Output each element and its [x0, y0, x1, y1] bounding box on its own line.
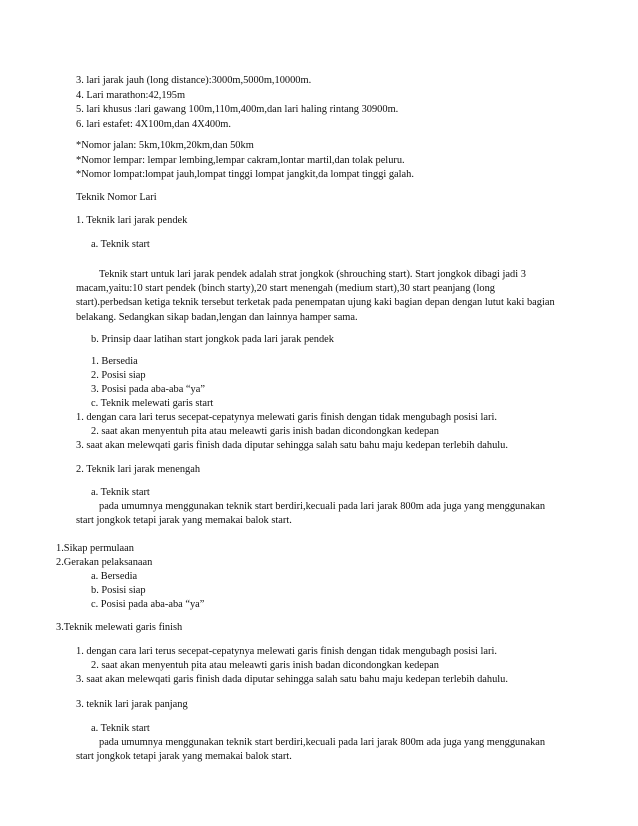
list-item: 2. saat akan menyentuh pita atau meleawti garis inish badan dicondongkan kedepan [91, 426, 439, 437]
paragraph-line: pada umumnya menggunakan teknik start berdiri,kecuali pada lari jarak 800m ada juga yang menggunakan [99, 737, 546, 748]
paragraph-line: start).perbedsan ketiga teknik tersebut terketak pada penempatan ujung kaki bagian depan dengan lutut kaki bagian [76, 297, 555, 308]
sub-item: a. Teknik start [91, 239, 150, 250]
list-item: 2.Gerakan pelaksanaan [56, 557, 153, 568]
list-item: 6. lari estafet: 4X100m,dan 4X400m. [76, 119, 231, 130]
subsection-heading: 2. Teknik lari jarak menengah [76, 464, 201, 475]
list-item: 2. Posisi siap [91, 370, 146, 381]
paragraph-line: start jongkok tetapi jarak yang memakai balok start. [76, 515, 292, 526]
sub-item: a. Teknik start [91, 487, 150, 498]
sub-item: b. Prinsip daar latihan start jongkok pada lari jarak pendek [91, 334, 334, 345]
list-item: *Nomor jalan: 5km,10km,20km,dan 50km [76, 140, 254, 151]
section-heading: 3.Teknik melewati garis finish [56, 622, 183, 633]
list-item: 3. saat akan melewqati garis finish dada diputar sehingga salah satu bahu maju kedepan terlebih dahulu. [76, 440, 508, 451]
sub-item: a. Teknik start [91, 723, 150, 734]
paragraph-line: Teknik start untuk lari jarak pendek adalah strat jongkok (shrouching start). Start jongkok dibagi jadi 3 [99, 269, 526, 280]
sub-item: c. Teknik melewati garis start [91, 398, 214, 409]
list-item: 5. lari khusus :lari gawang 100m,110m,400m,dan lari haling rintang 30900m. [76, 104, 399, 115]
list-item: *Nomor lompat:lompat jauh,lompat tinggi lompat jangkit,da lompat tinggi galah. [76, 169, 414, 180]
list-item: 4. Lari marathon:42,195m [76, 90, 186, 101]
list-item: 3. lari jarak jauh (long distance):3000m,5000m,10000m. [76, 75, 312, 86]
list-item: 1.Sikap permulaan [56, 543, 134, 554]
section-heading: Teknik Nomor Lari [76, 192, 157, 203]
paragraph-line: macam,yaitu:10 start pendek (binch starty),20 start menengah (medium start),30 start peanjang (long [76, 283, 495, 294]
paragraph-line: belakang. Sedangkan sikap badan,lengan dan lainnya hamper sama. [76, 312, 358, 323]
list-item: b. Posisi siap [91, 585, 146, 596]
subsection-heading: 3. teknik lari jarak panjang [76, 699, 188, 710]
list-item: a. Bersedia [91, 571, 138, 582]
list-item: 1. Bersedia [91, 356, 138, 367]
list-item: c. Posisi pada aba-aba “ya” [91, 599, 205, 610]
list-item: 1. dengan cara lari terus secepat-cepatynya melewati garis finish dengan tidak mengubagh posisi lari. [76, 646, 497, 657]
list-item: 3. saat akan melewqati garis finish dada diputar sehingga salah satu bahu maju kedepan terlebih dahulu. [76, 674, 508, 685]
subsection-heading: 1. Teknik lari jarak pendek [76, 215, 188, 226]
list-item: 3. Posisi pada aba-aba “ya” [91, 384, 205, 395]
list-item: 1. dengan cara lari terus secepat-cepatynya melewati garis finish dengan tidak mengubagh posisi lari. [76, 412, 497, 423]
paragraph-line: start jongkok tetapi jarak yang memakai balok start. [76, 751, 292, 762]
list-item: 2. saat akan menyentuh pita atau meleawti garis inish badan dicondongkan kedepan [91, 660, 439, 671]
list-item: *Nomor lempar: lempar lembing,lempar cakram,lontar martil,dan tolak peluru. [76, 155, 405, 166]
paragraph-line: pada umumnya menggunakan teknik start berdiri,kecuali pada lari jarak 800m ada juga yang menggunakan [99, 501, 546, 512]
